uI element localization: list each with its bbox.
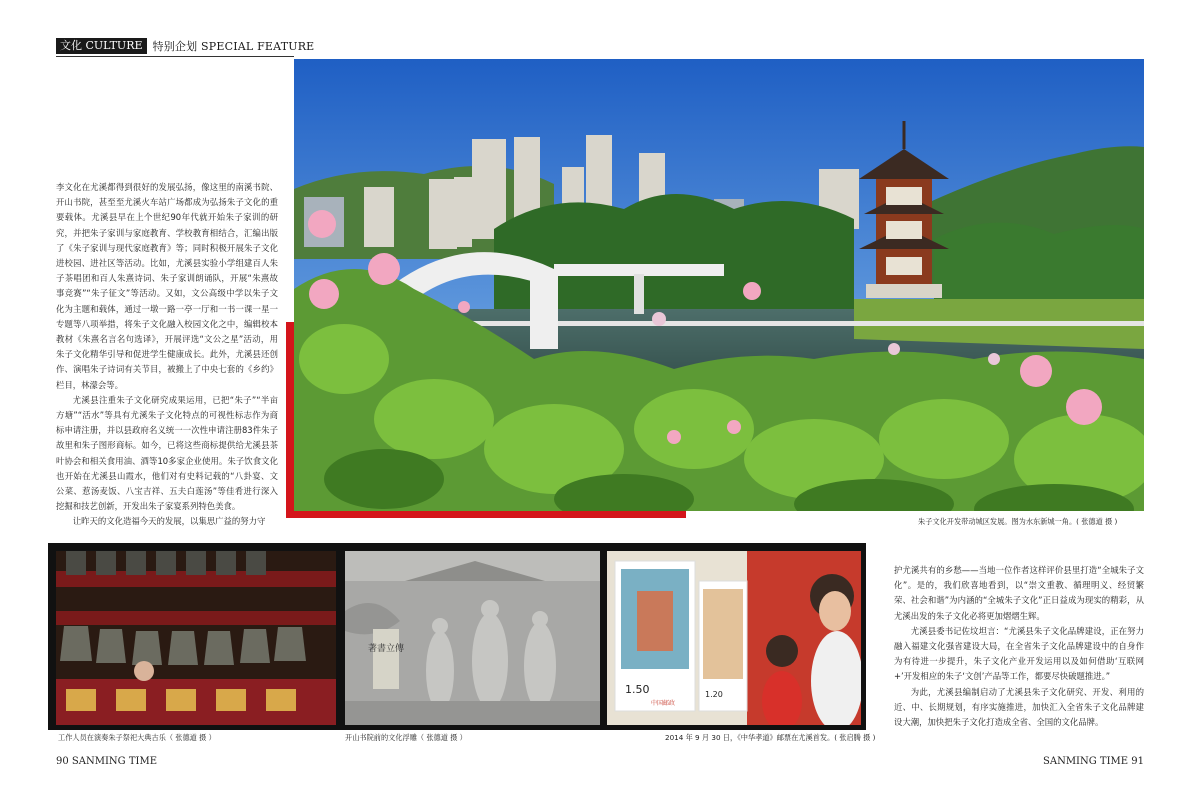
caption-relief: 开山书院前的文化浮雕（ 张德道 摄 ） — [345, 733, 467, 742]
main-photo-city-landscape — [294, 59, 1144, 511]
relief-inscription: 著書立傳 — [367, 644, 405, 654]
left-paragraph-3: 让昨天的文化造福今天的发展，以集思广益的努力守 — [72, 516, 266, 527]
stamp-value-1: 1.50 — [625, 683, 650, 696]
caption-stamps: 2014 年 9 月 30 日，《中华孝道》邮票在尤溪首发。( 张启腾 摄 ) — [665, 733, 876, 742]
photo-bells-performance — [56, 551, 336, 725]
right-paragraph-2: 尤溪县委书记佐坟坦言：“尤溪县朱子文化品牌建设，正在努力融入福建文化强省建设大局，在全省朱子文化品牌建设中的自身作为有待进一步提升，朱子文化产业开发运用以及如何借助‘互联网+’开发相应的朱子‘文创’产品等工作，都要尽快破题推进。” — [894, 625, 1144, 682]
right-article-column — [894, 563, 1144, 730]
section-header — [56, 38, 314, 54]
left-paragraph-2: 尤溪县注重朱子文化研究成果运用，已把“朱子”“半亩方塘”“活水”等具有尤溪朱子文化特点的可视性标志作为商标申请注册，并以县政府名义统一一次性申请注册83件朱子故里和朱子图形商标。如今，已将这些商标提供给尤溪县茶叶协会和相关食用油、酒等10多家企业使用。朱子饮食文化也开始在尤溪县山霞水，他们对有史料记载的“八卦宴、文公菜、惹汤麦饭、八宝吉祥、五夫白莲汤”等佳肴进行深入挖掘和技艺创新，开发出朱子家宴系列特色美食。 — [56, 394, 278, 512]
stamp-value-2: 1.20 — [705, 690, 723, 699]
photo-stone-relief — [345, 551, 600, 725]
header-rule — [56, 56, 294, 57]
left-page-folio: 90 SANMING TIME — [56, 756, 157, 767]
right-page-folio: SANMING TIME 91 — [1043, 756, 1144, 767]
right-paragraph-3: 为此，尤溪县编制启动了尤溪县朱子文化研究、开发、利用的近、中、长期规划，有序实施推进，加快汇入全省朱子文化品牌建设大潮，加快把朱子文化打造成全省、全国的文化品牌。 — [894, 686, 1144, 728]
left-paragraph-1: 李文化在尤溪都得到很好的发展弘扬，像这里的南溪书院、开山书院，甚至至尤溪火车站广场都成为弘扬朱子文化的重要载体。尤溪县早在上个世纪90年代就开始朱子家训的研究，并把朱子家训与家庭教育、学校教育相结合，汇编出版了《朱子家训与现代家庭教育》等；同时积极开展朱子文化进校园、进社区等活动。比如，尤溪县实验小学组建百人朱子茶唱团和百人朱熹诗词、朱子家训朗诵队，开展“朱熹故事竞赛”“朱子征文”等活动。又如，文公高级中学以朱子文化为主题和载体，通过一墩一路一亭一厅和一书一课一星一专题等八项举措，将朱子文化融入校园文化之中，编辑校本教材《朱熹名言名句选译》，开展评选“文公之星”活动，用朱子文化精华引导和促进学生健康成长。此外，尤溪县还创作、演唱朱子诗词有关节目，被搬上了中央七套的《乡约》栏目，林濛会等。 — [56, 182, 278, 390]
main-photo-caption: 朱子文化开发带动城区发展。图为水东新城一角。( 张德道 摄 ) — [918, 517, 1118, 526]
caption-bells: 工作人员在演奏朱子祭祀大典古乐（ 张德道 摄 ） — [58, 733, 216, 742]
feature-label: 特别企划 SPECIAL FEATURE — [152, 40, 315, 53]
stamp-country: 中国邮政 — [651, 700, 676, 707]
left-article-column — [56, 180, 278, 530]
photo-stamp-launch — [607, 551, 861, 725]
section-tag: 文化 CULTURE — [56, 38, 147, 54]
right-paragraph-1: 护尤溪共有的乡愁——当地一位作者这样评价县里打造“全城朱子文化”。是的，我们欣喜地看到，以“崇文重教、循理明义、经贸繁荣、社会和谐”为内涵的“全城朱子文化”正日益成为现实的精彩，从尤溪出发的朱子文化必将更加熠熠生辉。 — [894, 565, 1144, 621]
